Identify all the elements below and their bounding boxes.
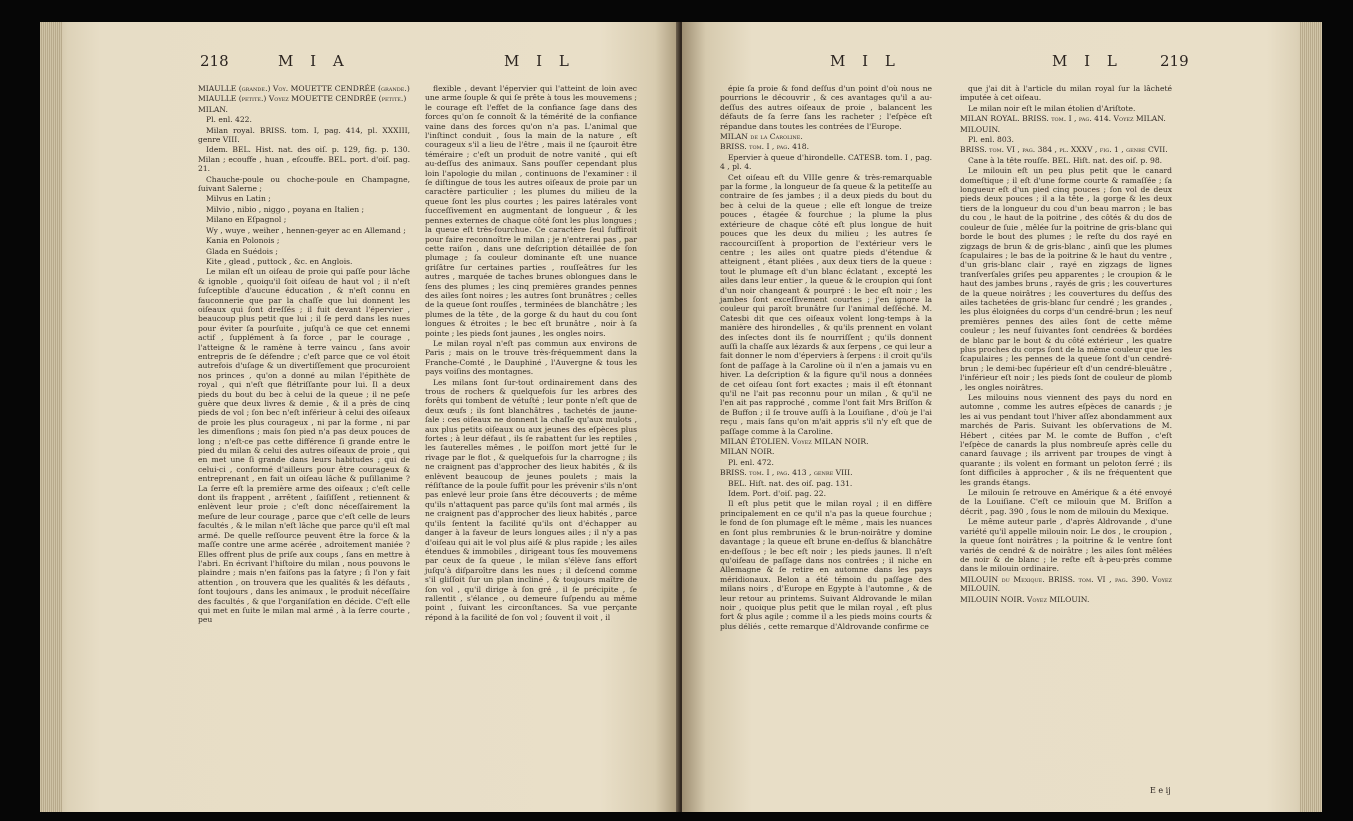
paragraph: BEL. Hiſt. nat. des oiſ. pag. 131. (728, 478, 853, 488)
paragraph: MILOUIN NOIR. Voyez MILOUIN. (960, 594, 1090, 604)
paragraph: Pl. enl. 472. (728, 457, 774, 467)
paragraph: Glada en Suédois ; (206, 246, 278, 256)
paragraph: Kite , glead , puttock , &c. en Anglois. (206, 256, 353, 266)
paragraph: Pl. enl. 803. (968, 135, 1014, 145)
paragraph: Milan royal. BRISS. tom. I, pag. 414, pl. XXXIII, genre VIII. (198, 125, 410, 145)
paragraph: Le même auteur parle , d'après Aldrovande , d'une variété qu'il appelle milouin noir. Le dos , le croupion , la queue ſont noirâtres ; la poitrine & le ventre ſont variés de cendré & de noirâtre ; les ailes ſont mêlées de noir & de blanc ; le reſte eſt à-peu-près comme dans le milouin ordinaire. (960, 517, 1172, 574)
right-page (682, 22, 1322, 812)
left-page (40, 22, 680, 812)
paragraph: Chauche-poule ou choche-poule en Champagne, ſuivant Salerne ; (198, 174, 410, 194)
paragraph: Le milan noir eſt le milan étolien d'Ariſtote. (968, 103, 1136, 113)
paragraph: Il eſt plus petit que le milan royal ; il en diffère principalement en ce qu'il n'a pas la queue fourchue ; le fond de ſon plumage eſt le même , mais les nuances en ſont plus rembrunies & le brun-noirâtre y domine davantage ; la queue eſt brune en-deſſus & blanchâtre en-deſſous ; le bec eſt noir ; les pieds jaunes. Il n'eſt qu'oiſeau de paſſage dans nos contrées ; il niche en Allemagne & ſe retire en automne dans les pays méridionaux. Belon a été témoin du paſſage des milans noirs , d'Europe en Egypte à l'automne , & de leur retour au printems. Suivant Aldrovande le milan noir , quoique plus petit que le milan royal , eſt plus fort & plus agile ; comme il a les pieds moins courts & plus déliés , cette remarque d'Aldrovande confirme ce (720, 499, 932, 631)
paragraph: MILAN ÉTOLIEN. Voyez MILAN NOIR. (720, 437, 869, 447)
paragraph: MILOUIN. (960, 124, 1001, 134)
paragraph: Cane à la tête rouſſe. BEL. Hiſt. nat. des oiſ. p. 98. (968, 155, 1163, 165)
paragraph: épie ſa proie & fond deſſus d'un point d'où nous ne pourrions le découvrir , & ces avantages qu'il a au-deſſus des autres oiſeaux de proie , balancent les défauts de ſa ſerre ſans les racheter ; l'eſpèce eſt répandue dans toutes les contrées de l'Europe. (720, 84, 932, 131)
paragraph: MILAN NOIR. (720, 447, 775, 457)
running-head-left: M I A (278, 52, 350, 70)
paragraph: Wy , wuye , weiher , hennen-geyer ac en Allemand ; (206, 225, 406, 235)
paragraph: BRISS. tom. VI , pag. 384 , pl. XXXV , fig. 1 , genre CVII. (960, 145, 1168, 155)
paragraph: BRISS. tom. I , pag. 418. (720, 142, 809, 152)
paragraph: Le milan eſt un oiſeau de proie qui paſſe pour lâche & ignoble , quoiqu'il ſoit oiſeau de haut vol ; il n'eſt ſuſceptible d'aucune éducation , & n'eſt connu en fauconnerie que par la chaſſe que lui donnent les oiſeaux qui ſont dreſſés ; il fuit devant l'épervier , beaucoup plus petit que lui ; il ſe perd dans les nues pour éviter ſa pourſuite , juſqu'à ce que cet ennemi actif , ſupplément à ſa force , par le courage , l'atteigne & le ramène à terre vaincu , ſans avoir entrepris de ſe défendre ; c'eſt parce que ce vol étoit autrefois d'uſage & un divertiſſement que procuroient nos princes , qu'on a donné au milan l'épithète de royal , qui n'eſt que flétriſſante pour lui. Il a deux pieds du bout du bec à celui de la queue ; il ne peſe guère que deux livres & demie , & il a près de cinq pieds de vol ; ſon bec n'eſt inférieur à celui des oiſeaux de proie les plus courageux , ni par la forme , ni par les dimenſions ; mais ſon pied n'a pas deux pouces de long ; n'eſt-ce pas cette différence ſi grande entre le pied du milan & celui des autres oiſeaux de proie , qui en met une ſi grande dans leurs habitudes ; qui de celui-ci , conformé d'ailleurs pour être courageux & entreprenant , en fait un oiſeau lâche & puſillanime ? La ſerre eſt la première arme des oiſeaux ; c'eſt celle dont ils frappent , arrêtent , ſaiſiſſent , retiennent & enlèvent leur proie ; c'eſt donc néceſſairement la meſure de leur courage , parce que c'eſt celle de leurs facultés , & le milan n'eſt lâche que parce qu'il eſt mal armé. De quelle reſſource peuvent être la force & la maſſe contre une arme acérée , adroitement maniée ? Elles offrent plus de priſe aux coups , ſans en mettre à l'abri. En écrivant l'hiſtoire du milan , nous pouvons le plaindre ; mais n'en faiſons pas la ſatyre ; ſi l'on y fait attention , on trouvera que les qualités & les défauts , ſont toujours , dans les animaux , le produit néceſſaire des facultés , & que l'organiſation en décide. C'eſt elle qui met en ſuite le milan mal armé , à la ſerre courte , peu (198, 267, 410, 625)
paragraph: MILAN. (198, 104, 228, 114)
page-edges-left (40, 22, 62, 812)
signature-mark: E e ij (1150, 786, 1171, 795)
paragraph: BRISS. tom. I , pag. 413 , genre VIII. (720, 468, 853, 478)
paragraph: flexible , devant l'épervier qui l'atteint de loin avec une arme ſouple & qui ſe prête à tous les mouvemens ; le courage eſt l'effet de la confiance ſage dans des forces qu'on ſe connoît & la témérité de la confiance vaine dans des forces qu'on n'a pas. L'animal que l'inſtinct conduit , ſous la main de la nature , eſt courageux s'il a lieu de l'être , mais il ne ſçauroit être téméraire ; c'eſt un produit de notre vanité , qui eſt au-deſſus des animaux. Sans pouſſer cependant plus loin l'apologie du milan , continuons de l'examiner : il ſe diſtingue de tous les autres oiſeaux de proie par un caractère particulier ; les plumes du milieu de la queue ſont les plus courtes ; les paires latérales vont ſucceſſivement en augmentant de longueur , & les pennes externes de chaque côté ſont les plus longues ; la queue eſt très-fourchue. Ce caractère ſeul ſuffiroit pour faire reconnoître le milan ; je n'entrerai pas , par cette raiſon , dans une deſcription détaillée de ſon plumage ; ſa couleur dominante eſt une nuance griſâtre ſur certaines parties , rouſſeâtres ſur les autres , marquée de taches brunes oblongues dans le ſens des plumes ; les cinq premières grandes pennes des ailes ſont noires ; les autres ſont brunâtres ; celles de la queue ſont rouſſes , terminées de blanchâtre ; les plumes de la tête , de la gorge & du haut du cou ſont longues & étroites ; le bec eſt brunâtre , noir à ſa pointe ; les pieds ſont jaunes , les ongles noirs. (425, 84, 637, 338)
paragraph: MIAULLE (petite.) Voyez MOUETTE CENDRÉE (petite.) (198, 94, 407, 104)
page-edges-right (1300, 22, 1322, 812)
running-head-right-col1: M I L (830, 52, 901, 70)
running-head-right: M I L (1052, 52, 1123, 70)
right-column-1 (720, 84, 932, 632)
paragraph: Cet oiſeau eſt du VIIIe genre & très-remarquable par la forme , la longueur de ſa queue & la petiteſſe au contraire de ſes jambes ; il a deux pieds du bout du bec à celui de la queue ; elle eſt longue de treize pouces , étagée & fourchue ; la plume la plus extérieure de chaque côté eſt plus longue de huit pouces que les deux du milieu ; les autres ſe raccourciſſent à proportion de l'extérieur vers le centre ; les ailes ont quatre pieds d'étendue & atteignent , étant pliées , aux deux tiers de la queue : tout le plumage eſt d'un blanc éclatant , excepté les ailes dans leur entier , la queue & le croupion qui ſont d'un noir changeant & pourpré : le bec eſt noir ; les jambes ſont exceſſivement courtes ; j'en ignore la couleur qui paroît brunâtre ſur l'animal deſſéché. M. Catesbi dit que ces oiſeaux volent long-temps à la manière des hirondelles , & qu'ils prennent en volant des inſectes dont ils ſe nourriſſent ; qu'ils donnent auſſi la chaſſe aux lézards & aux ſerpens , ce qui leur a fait donner le nom d'éperviers à ſerpens : il croit qu'ils ſont de paſſage à la Caroline où il n'en a jamais vu en hiver. La deſcription & la figure qu'il nous a données de cet oiſeau ſont fort exactes ; mais il eſt étonnant qu'il ne l'ait pas reconnu pour un milan , & qu'il ne l'en ait pas rapproché , comme l'ont fait Mrs Briſſon & de Buffon ; il ſe trouve auſſi à la Louiſiane , d'où je l'ai reçu , mais ſans qu'on m'ait appris s'il n'y eſt que de paſſage comme à la Caroline. (720, 172, 932, 436)
page-number-left: 218 (200, 52, 229, 70)
paragraph: MILOUIN du Mexique. BRISS. tom. VI , pag. 390. Voyez MILOUIN. (960, 574, 1172, 594)
paragraph: Milano en Eſpagnol ; (206, 215, 287, 225)
paragraph: Epervier à queue d'hirondelle. CATESB. tom. I , pag. 4 , pl. 4. (720, 152, 932, 172)
paragraph: Kania en Polonois ; (206, 236, 280, 246)
paragraph: Pl. enl. 422. (206, 115, 252, 125)
paragraph: Le milouin eſt un peu plus petit que le canard domeſtique ; il eſt d'une forme courte & ramaſſée ; ſa longueur eſt d'un pied cinq pouces ; ſon vol de deux pieds deux pouces ; il a la tête , la gorge & les deux tiers de la longueur du cou d'un beau marron ; le bas du cou , le haut de la poitrine , des côtés & du dos de couleur de ſuie , mêlée ſur la poitrine de gris-blanc qui borde le bout des plumes ; le reſte du dos rayé en zigzags de brun & de gris-blanc , ainſi que les plumes ſcapulaires ; le bas de la poitrine & le haut du ventre , d'un gris-blanc clair , rayé en zigzags de lignes tranſverſales griſes peu apparentes ; le croupion & le haut des jambes bruns , rayés de gris ; les couvertures de la queue noirâtres ; les couvertures du deſſus des ailes tachetées de gris-blanc ſur cendré ; les grandes , les plus éloignées du corps d'un cendré-brun ; les neuf premières pennes des ailes ſont de cette même couleur ; les neuf ſuivantes ſont cendrées & bordées de blanc par le bout & du côté extérieur , les quatre plus proches du corps ſont de la même couleur que les ſcapulaires ; les pennes de la queue ſont d'un cendré-brun ; le demi-bec ſupérieur eſt d'un cendré-bleuâtre , l'inférieur eſt noir ; les pieds ſont de couleur de plomb , les ongles noirâtres. (960, 166, 1172, 392)
paragraph: Le milouin ſe retrouve en Amérique & a été envoyé de la Louiſiane. C'eſt ce milouin que M. Briſſon a décrit , pag. 390 , ſous le nom de milouin du Mexique. (960, 488, 1172, 516)
paragraph: MILAN ROYAL. BRISS. tom. I , pag. 414. Voyez MILAN. (960, 114, 1166, 124)
paragraph: Milvio , nibio , niggo , poyana en Italien ; (206, 204, 365, 214)
open-book (40, 22, 1322, 812)
left-column-2 (425, 84, 637, 623)
paragraph: que j'ai dit à l'article du milan royal ſur la lâcheté imputée à cet oiſeau. (960, 84, 1172, 103)
running-head-left-col2: M I L (504, 52, 575, 70)
paragraph: MILAN de la Caroline. (720, 132, 803, 142)
page-number-right: 219 (1160, 52, 1189, 70)
paragraph: Le milan royal n'eſt pas commun aux environs de Paris ; mais on le trouve très-fréquemment dans la Franche-Comté , le Dauphiné , l'Auvergne & tous les pays voiſins des montagnes. (425, 338, 637, 377)
right-column-2 (960, 84, 1172, 605)
paragraph: MIAULLE (grande.) Voy. MOUETTE CENDRÉE (grande.) (198, 84, 410, 93)
paragraph: Les milouins nous viennent des pays du nord en automne , comme les autres eſpèces de canards ; je les ai vus pendant tout l'hiver aſſez abondamment aux marchés de Paris. Suivant les obſervations de M. Hébert , citées par M. le comte de Buffon , c'eſt l'eſpèce de canards la plus nombreuſe après celle du canard ſauvage ; ils arrivent par troupes de vingt à quarante ; ils volent en formant un peloton ſerré ; ils ſont difficiles à approcher , & ils ne fréquentent que les grands étangs. (960, 393, 1172, 487)
paragraph: Idem. Port. d'oiſ. pag. 22. (728, 489, 827, 499)
left-column-1 (198, 84, 410, 626)
paragraph: Idem. BEL. Hist. nat. des oiſ. p. 129, fig. p. 130. Milan ; ecouffe , huan , eſcouffe. BEL. port. d'oiſ. pag. 21. (198, 145, 410, 174)
paragraph: Les milans ſont ſur-tout ordinairement dans des trous de rochers & quelquefois ſur les arbres des forêts qui tombent de vétuſté ; leur ponte n'eſt que de deux œufs ; ils ſont blanchâtres , tachetés de jaune-ſale : ces oiſeaux ne donnent la chaſſe qu'aux mulots , aux plus petits oiſeaux ou aux jeunes des eſpèces plus fortes ; à leur défaut , ils ſe rabattent ſur les reptiles , les ſauterelles mêmes , le poiſſon mort jetté ſur le rivage par le flot , & quelquefois ſur la charrogne ; ils ne craignent pas d'approcher des lieux habités , & ils enlèvent beaucoup de jeunes poulets ; mais la réſiſtance de la poule ſuffit pour les prévenir s'ils n'ont pas enlevé leur proie ſans être découverts ; de même qu'ils n'attaquent pas parce qu'ils ſont mal armés , ils ne craignent pas d'approcher des lieux habités , parce qu'ils ſentent la facilité qu'ils ont d'échapper au danger à la faveur de leurs longues ailes ; il n'y a pas d'oiſeau qui ait le vol plus aiſé & plus rapide ; les ailes étendues & immobiles , dirigeant tous ſes mouvemens par ceux de ſa queue , le milan s'élève ſans effort juſqu'à diſparoître dans les nues ; il deſcend comme s'il gliſſoit ſur un plan incliné , & toujours maître de ſon vol , qu'il dirige à ſon gré , il ſe précipite , ſe rallentit , s'élance , ou demeure ſuſpendu au même point , ſuivant les circonſtances. Sa vue perçante répond à la facilité de ſon vol ; ſouvent il voit , il (425, 377, 637, 622)
paragraph: Milvus en Latin ; (206, 194, 271, 204)
